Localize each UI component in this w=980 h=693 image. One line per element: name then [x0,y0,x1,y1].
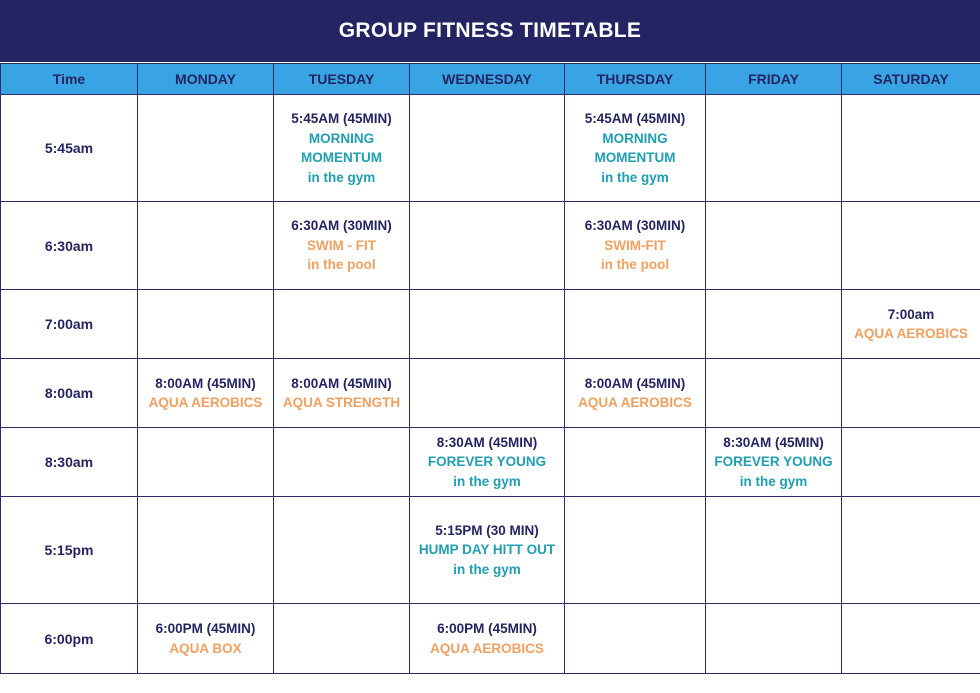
cell-friday [706,290,842,359]
cell-tuesday [274,290,410,359]
class-time: 6:30AM (30MIN) [584,218,686,234]
class-entry [567,374,703,413]
cell-tuesday [274,202,410,290]
cell-monday [138,359,274,428]
column-header-thursday: THURSDAY [565,64,706,95]
page-title: GROUP FITNESS TIMETABLE [338,19,642,42]
cell-tuesday [274,604,410,674]
class-location: in the gym [453,473,521,489]
timetable-row [1,202,980,290]
row-time-label: 5:15pm [1,497,138,604]
timetable-row [1,95,980,202]
class-location: in the pool [600,257,670,273]
cell-friday [706,604,842,674]
cell-friday [706,428,842,497]
timetable-row [1,497,980,604]
column-header-monday: MONDAY [138,64,274,95]
cell-wednesday [410,290,565,359]
class-name: AQUA AEROBICS [148,395,263,410]
class-location: in the gym [601,169,669,185]
column-header-wednesday: WEDNESDAY [410,64,565,95]
class-time: 8:00AM (45MIN) [584,375,686,391]
class-time: 7:00am [887,306,935,322]
column-header-time: Time [1,64,138,95]
row-time-label: 6:30am [1,202,138,290]
cell-tuesday [274,95,410,202]
cell-tuesday [274,497,410,604]
class-entry [412,619,562,658]
class-name: SWIM-FIT [604,237,666,253]
cell-monday [138,604,274,674]
column-header-row [1,64,980,95]
class-location: in the gym [307,169,376,185]
cell-friday [706,497,842,604]
class-time: 8:00AM (45MIN) [155,375,256,391]
class-entry [567,216,703,275]
class-name: AQUA AEROBICS [854,326,968,341]
cell-friday [706,95,842,202]
cell-saturday [842,604,980,674]
cell-monday [138,290,274,359]
class-name: FOREVER YOUNG [714,454,833,470]
cell-saturday [842,497,980,604]
row-time-label: 5:45am [1,95,138,202]
class-entry [708,433,839,492]
timetable [0,63,980,674]
class-time: 6:00PM (45MIN) [437,621,537,636]
cell-saturday [842,359,980,428]
class-name: HUMP DAY HITT OUT [418,542,556,558]
cell-tuesday [274,359,410,428]
class-time: 8:00AM (45MIN) [291,375,392,391]
cell-friday [706,202,842,290]
cell-wednesday [410,95,565,202]
class-time: 5:45AM (45MIN) [584,111,686,126]
cell-saturday [842,428,980,497]
class-name: FOREVER YOUNG [427,454,547,470]
class-entry [276,216,407,275]
cell-tuesday [274,428,410,497]
timetable-row [1,290,980,359]
cell-monday [138,497,274,604]
class-entry [844,305,978,344]
timetable-row [1,604,980,674]
cell-saturday [842,95,980,202]
class-time: 5:45AM (45MIN) [291,111,392,126]
class-time: 6:30AM (30MIN) [291,218,392,234]
column-header-tuesday: TUESDAY [274,64,410,95]
class-name: SWIM - FIT [307,237,376,253]
class-location: in the pool [307,257,376,273]
cell-thursday [565,359,706,428]
cell-wednesday [410,202,565,290]
cell-thursday [565,604,706,674]
row-time-label: 6:00pm [1,604,138,674]
cell-thursday [565,290,706,359]
class-time: 6:00PM (45MIN) [155,621,256,636]
class-time: 8:30AM (45MIN) [436,434,538,450]
class-location: in the gym [453,561,521,577]
column-header-friday: FRIDAY [706,64,842,95]
cell-wednesday [410,604,565,674]
class-name: MORNING MOMENTUM [301,130,382,165]
row-time-label: 8:30am [1,428,138,497]
class-entry [276,109,407,187]
class-entry [412,521,562,580]
class-name: AQUA STRENGTH [282,395,401,410]
class-entry [276,374,407,413]
cell-monday [138,428,274,497]
timetable-row [1,428,980,497]
row-time-label: 7:00am [1,290,138,359]
class-entry [412,433,562,492]
cell-wednesday [410,359,565,428]
timetable-row [1,359,980,428]
cell-wednesday [410,428,565,497]
title-bar [0,0,980,62]
row-time-label: 8:00am [1,359,138,428]
cell-thursday [565,497,706,604]
class-name: AQUA AEROBICS [578,395,692,410]
cell-saturday [842,290,980,359]
cell-thursday [565,95,706,202]
cell-monday [138,202,274,290]
class-name: AQUA AEROBICS [430,640,544,656]
cell-friday [706,359,842,428]
cell-saturday [842,202,980,290]
class-name: MORNING MOMENTUM [594,130,676,165]
class-entry [140,619,271,658]
class-entry [140,374,271,413]
class-entry [567,109,703,187]
cell-thursday [565,202,706,290]
class-time: 5:15PM (30 MIN) [435,522,539,538]
cell-thursday [565,428,706,497]
class-time: 8:30AM (45MIN) [723,434,824,450]
class-name: AQUA BOX [169,640,242,656]
cell-wednesday [410,497,565,604]
cell-monday [138,95,274,202]
column-header-saturday: SATURDAY [842,64,980,95]
class-location: in the gym [739,473,808,489]
